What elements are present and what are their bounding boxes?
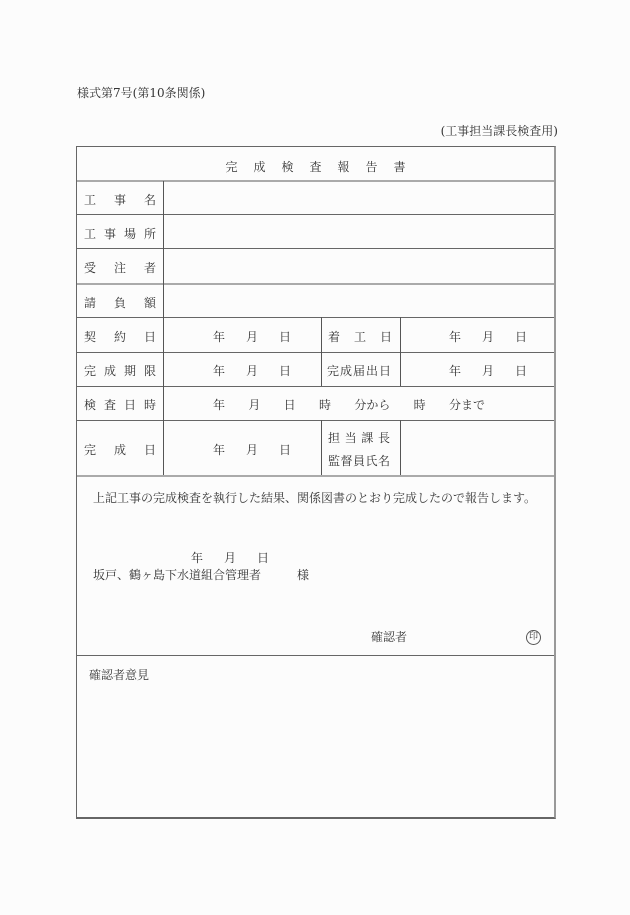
label-koji-mei: 工 事 名: [84, 193, 156, 207]
label-kansei-bi: 完 成 日: [84, 443, 156, 457]
label-kansei-kigen: 完 成 期 限: [84, 364, 156, 378]
kansei-bi-date-field[interactable]: 年 月 日: [213, 443, 291, 457]
kantokuin-shimei-field[interactable]: [401, 421, 555, 475]
opinion-field[interactable]: [87, 685, 547, 810]
label-kensa-nichiji: 検 査 日 時: [84, 398, 156, 412]
label-chakko-bi: 着 工 日: [328, 330, 392, 344]
label-kantokuin-shimei: 監 督 員 氏 名: [328, 454, 390, 468]
label-ukeoi-gaku: 請 負 額: [84, 296, 156, 310]
keiyaku-bi-date-field[interactable]: 年 月 日: [213, 330, 291, 344]
juchusha-field[interactable]: [164, 249, 555, 283]
addressee: 坂戸、鶴ヶ島下水道組合管理者: [93, 568, 262, 582]
usage-note: (工事担当課長検査用): [440, 124, 558, 138]
inspection-report-table: [76, 146, 556, 819]
label-koji-basho: 工 事 場 所: [84, 227, 156, 241]
divider: [77, 352, 554, 353]
report-statement: 上記工事の完成検査を執行した結果、関係図書のとおり完成したので報告します。: [93, 491, 537, 505]
kansei-todokede-bi-date-field[interactable]: 年 月 日: [449, 364, 527, 378]
column-divider: [400, 317, 401, 386]
confirmer-label: 確認者: [371, 630, 408, 644]
column-divider: [321, 420, 322, 475]
report-date-field[interactable]: 年 月 日: [191, 551, 269, 565]
report-title: 完 成 検 査 報 告 書: [225, 160, 406, 174]
seal-icon: 印: [526, 628, 541, 645]
label-tanto-kacho: 担 当 課 長: [328, 431, 390, 445]
column-divider: [321, 317, 322, 386]
kensa-nichiji-field[interactable]: 年 月 日 時 分から 時 分まで: [213, 398, 485, 412]
ukeoi-gaku-field[interactable]: [164, 285, 555, 317]
form-number: 様式第7号(第10条関係): [77, 86, 206, 100]
label-keiyaku-bi: 契 約 日: [84, 330, 156, 344]
honorific: 様: [297, 568, 310, 582]
chakko-bi-date-field[interactable]: 年 月 日: [449, 330, 527, 344]
kansei-kigen-date-field[interactable]: 年 月 日: [213, 364, 291, 378]
label-kansei-todokede-bi: 完 成 届 出 日: [327, 364, 391, 378]
koji-mei-field[interactable]: [164, 181, 555, 214]
opinion-label: 確認者意見: [89, 668, 150, 682]
divider: [77, 317, 554, 318]
divider: [77, 475, 554, 477]
label-juchusha: 受 注 者: [84, 261, 156, 275]
divider: [77, 386, 554, 387]
koji-basho-field[interactable]: [164, 215, 555, 248]
divider: [77, 655, 554, 656]
